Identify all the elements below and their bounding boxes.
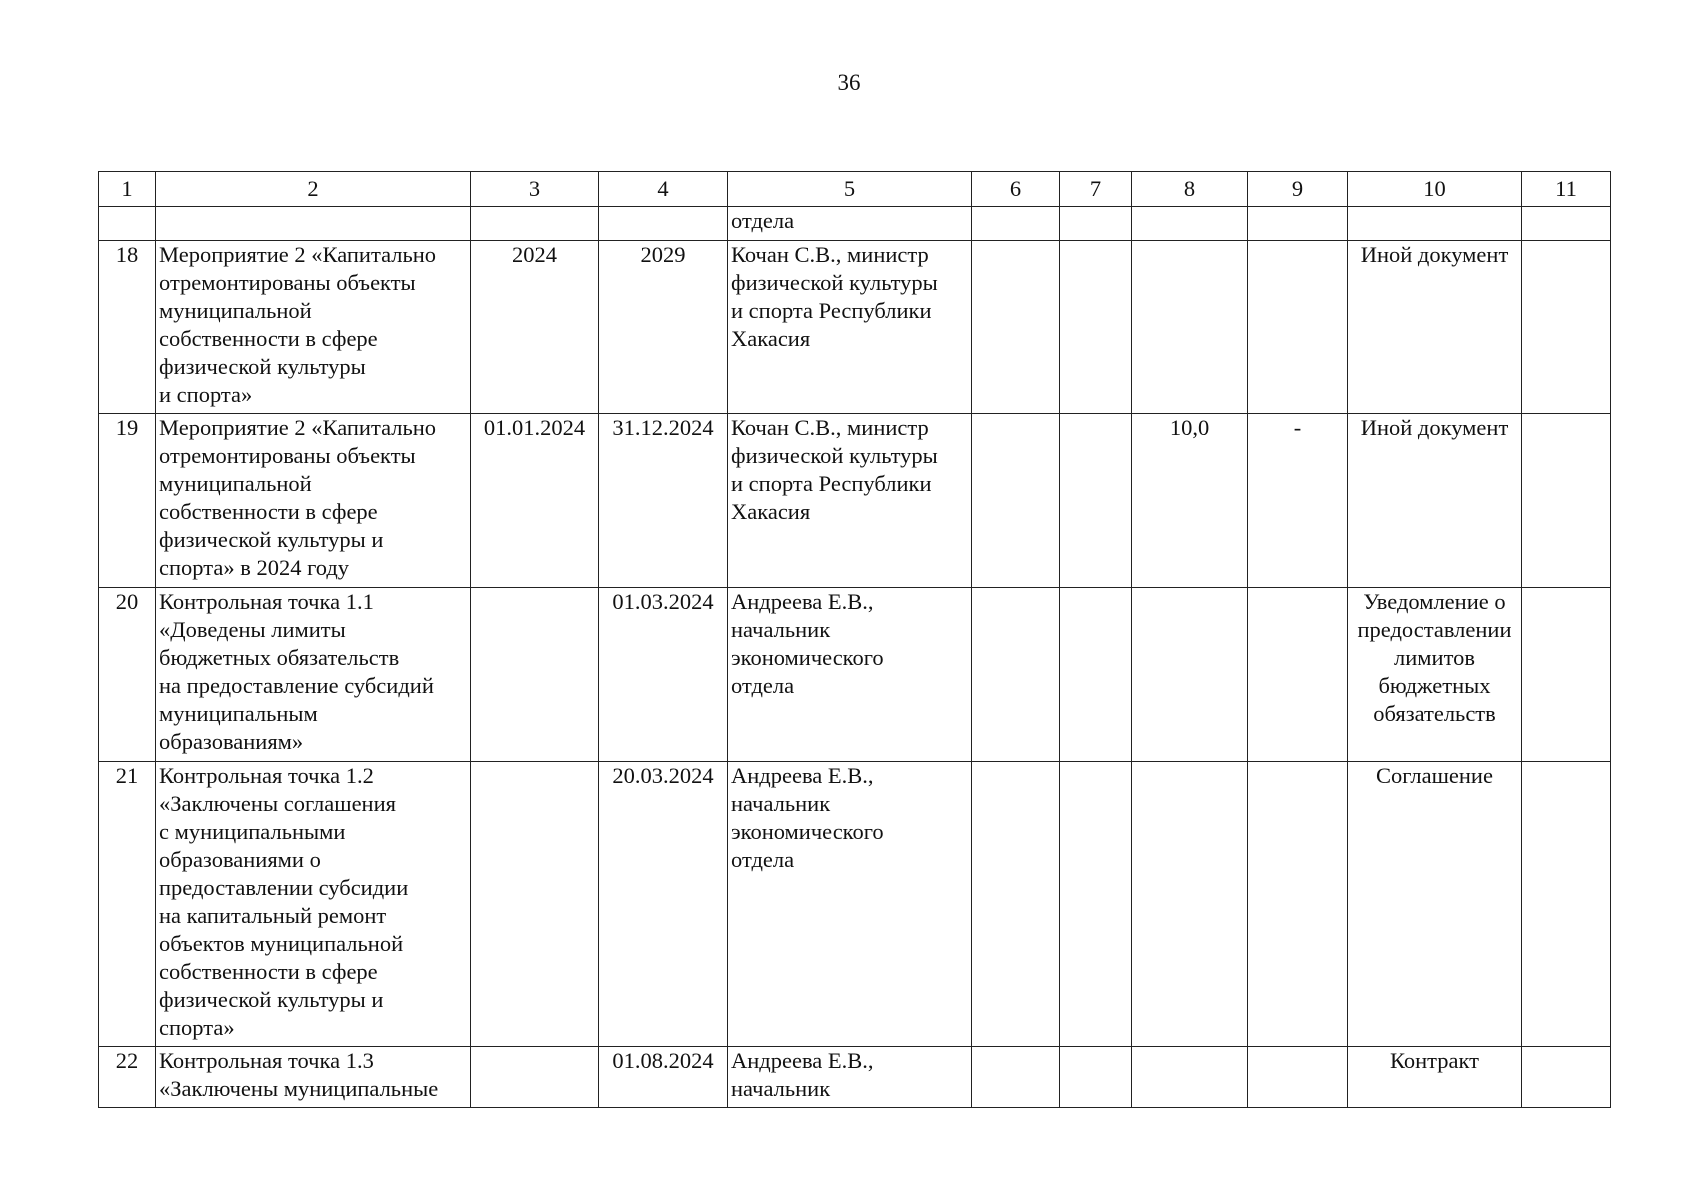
cell-col7	[1060, 762, 1132, 1047]
cell-col7	[1060, 207, 1132, 241]
table-row	[99, 588, 1611, 762]
cell-responsible: Кочан С.В., министр физической культуры и спорта Республики Хакасия	[728, 241, 972, 414]
cell-name	[156, 207, 471, 241]
cell-start	[471, 207, 599, 241]
cell-col7	[1060, 414, 1132, 588]
cell-num: 19	[99, 414, 156, 588]
cell-col11	[1522, 414, 1611, 588]
column-number: 10	[1348, 172, 1522, 207]
column-number: 2	[156, 172, 471, 207]
cell-responsible: Андреева Е.В., начальник экономического отдела	[728, 588, 972, 762]
cell-col8	[1132, 241, 1248, 414]
cell-col7	[1060, 1047, 1132, 1108]
column-number: 4	[599, 172, 728, 207]
column-number: 9	[1248, 172, 1348, 207]
cell-end: 20.03.2024	[599, 762, 728, 1047]
cell-start: 01.01.2024	[471, 414, 599, 588]
continuation-row	[99, 207, 1611, 241]
cell-name: Мероприятие 2 «Капитально отремонтированы объекты муниципальной собственности в сфере физической культуры и спорта»	[156, 241, 471, 414]
table-row	[99, 241, 1611, 414]
cell-col8	[1132, 1047, 1248, 1108]
cell-document: Иной документ	[1348, 241, 1522, 414]
cell-col11	[1522, 588, 1611, 762]
cell-end: 01.08.2024	[599, 1047, 728, 1108]
cell-responsible: Андреева Е.В., начальник экономического отдела	[728, 762, 972, 1047]
table-row	[99, 414, 1611, 588]
cell-start: 2024	[471, 241, 599, 414]
cell-col11	[1522, 207, 1611, 241]
cell-num: 18	[99, 241, 156, 414]
cell-col6	[972, 414, 1060, 588]
cell-num: 21	[99, 762, 156, 1047]
cell-col9	[1248, 207, 1348, 241]
cell-name: Мероприятие 2 «Капитально отремонтированы объекты муниципальной собственности в сфере физической культуры и спорта» в 2024 году	[156, 414, 471, 588]
cell-col9: -	[1248, 414, 1348, 588]
cell-col8	[1132, 207, 1248, 241]
cell-document: Иной документ	[1348, 414, 1522, 588]
cell-name: Контрольная точка 1.3 «Заключены муниципальные	[156, 1047, 471, 1108]
cell-name: Контрольная точка 1.1 «Доведены лимиты бюджетных обязательств на предоставление субсидий муниципальным образованиям»	[156, 588, 471, 762]
cell-responsible: Андреева Е.В., начальник	[728, 1047, 972, 1108]
cell-num: 22	[99, 1047, 156, 1108]
cell-col9	[1248, 241, 1348, 414]
cell-col9	[1248, 1047, 1348, 1108]
cell-col8	[1132, 762, 1248, 1047]
cell-start	[471, 1047, 599, 1108]
plan-table	[98, 171, 1611, 1108]
cell-document	[1348, 207, 1522, 241]
cell-col9	[1248, 588, 1348, 762]
cell-col11	[1522, 762, 1611, 1047]
cell-col6	[972, 241, 1060, 414]
cell-num: 20	[99, 588, 156, 762]
cell-start	[471, 762, 599, 1047]
cell-col8: 10,0	[1132, 414, 1248, 588]
cell-col7	[1060, 588, 1132, 762]
cell-end: 2029	[599, 241, 728, 414]
cell-name: Контрольная точка 1.2 «Заключены соглашения с муниципальными образованиями о предоставлении субсидии на капитальный ремонт объектов муниципальной собственности в сфере физической культуры и спорта»	[156, 762, 471, 1047]
cell-col6	[972, 1047, 1060, 1108]
cell-col11	[1522, 1047, 1611, 1108]
cell-responsible: Кочан С.В., министр физической культуры и спорта Республики Хакасия	[728, 414, 972, 588]
cell-col11	[1522, 241, 1611, 414]
cell-document: Контракт	[1348, 1047, 1522, 1108]
cell-start	[471, 588, 599, 762]
cell-end: 01.03.2024	[599, 588, 728, 762]
cell-document: Соглашение	[1348, 762, 1522, 1047]
cell-col6	[972, 762, 1060, 1047]
cell-responsible: отдела	[728, 207, 972, 241]
column-number: 8	[1132, 172, 1248, 207]
cell-col6	[972, 207, 1060, 241]
cell-end: 31.12.2024	[599, 414, 728, 588]
page-number: 36	[837, 70, 861, 95]
column-number: 1	[99, 172, 156, 207]
column-number: 6	[972, 172, 1060, 207]
cell-num	[99, 207, 156, 241]
cell-end	[599, 207, 728, 241]
cell-col7	[1060, 241, 1132, 414]
column-number: 5	[728, 172, 972, 207]
cell-col6	[972, 588, 1060, 762]
cell-col8	[1132, 588, 1248, 762]
table-row	[99, 762, 1611, 1047]
table-row	[99, 1047, 1611, 1108]
column-number: 11	[1522, 172, 1611, 207]
cell-col9	[1248, 762, 1348, 1047]
column-number: 7	[1060, 172, 1132, 207]
cell-document: Уведомление о предоставлении лимитов бюджетных обязательств	[1348, 588, 1522, 762]
column-number: 3	[471, 172, 599, 207]
column-number-row	[99, 172, 1611, 207]
